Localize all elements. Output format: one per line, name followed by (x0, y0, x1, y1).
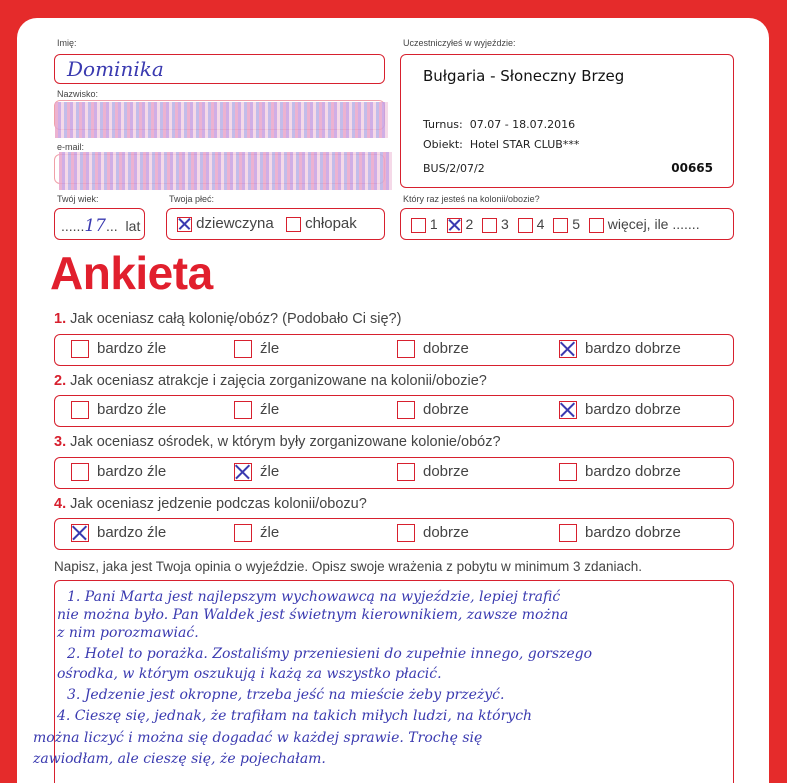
opinion-prompt: Napisz, jaka jest Twoja opinia o wyjeździe. Opisz swoje wrażenia z pobytu w minimum 3 zdaniach. (54, 559, 643, 574)
surname-label: Nazwisko: (57, 89, 99, 99)
q3-dobrze-label: dobrze (423, 463, 469, 480)
q3-zle-option[interactable] (234, 463, 279, 481)
question-1-number: 1. (54, 311, 67, 327)
q2-bardzo-dobrze-option[interactable] (559, 401, 681, 419)
q3-bardzo-zle-option[interactable] (71, 463, 166, 481)
question-2-text: Jak oceniasz atrakcje i zajęcia zorganizowane na kolonii/obozie? (70, 373, 487, 389)
times-more-checkbox[interactable] (589, 218, 604, 233)
question-3-number: 3. (54, 434, 67, 450)
q1-bardzo-zle-option[interactable] (71, 340, 166, 358)
age-unit: lat (125, 218, 141, 234)
question-1-text: Jak oceniasz całą kolonię/obóz? (Podobało Ci się?) (70, 311, 402, 327)
q1-dobrze-label: dobrze (423, 340, 469, 357)
age-dots-right: ... (105, 218, 118, 234)
q2-bardzo-zle-checkbox[interactable] (71, 401, 89, 419)
q3-dobrze-option[interactable] (397, 463, 469, 481)
q2-zle-label: źle (260, 401, 280, 418)
q3-bardzo-dobrze-checkbox[interactable] (559, 463, 577, 481)
q4-zle-option[interactable] (234, 524, 279, 542)
q1-bardzo-zle-label: bardzo źle (97, 340, 167, 357)
opinion-line-1: 1. Pani Marta jest najlepszym wychowawcą na wyjeździe, lepiej trafić (67, 589, 561, 605)
q1-bardzo-zle-checkbox[interactable] (71, 340, 89, 358)
opinion-line-4: 2. Hotel to porażka. Zostaliśmy przeniesieni do zupełnie innego, gorszego (67, 646, 593, 662)
question-4-answers (54, 518, 734, 550)
times-2-checkbox[interactable] (447, 218, 462, 233)
q4-dobrze-checkbox[interactable] (397, 524, 415, 542)
trip-turnus: Turnus: 07.07 - 18.07.2016 (423, 118, 576, 131)
question-4-text: Jak oceniasz jedzenie podczas kolonii/obozu? (70, 496, 367, 512)
opinion-line-6: 3. Jedzenie jest okropne, trzeba jeść na mieście żeby przeżyć. (67, 687, 505, 703)
q4-bardzo-dobrze-checkbox[interactable] (559, 524, 577, 542)
q2-dobrze-checkbox[interactable] (397, 401, 415, 419)
opinion-line-8: można liczyć i można się dogadać w każdej sprawie. Trochę się (33, 730, 483, 746)
survey-sheet (17, 18, 769, 783)
times-more-label: więcej, ile ....... (607, 216, 700, 232)
question-2 (54, 373, 487, 389)
opinion-line-9: zawiodłam, ale cieszę się, że pojechałam. (33, 751, 326, 767)
q2-zle-checkbox[interactable] (234, 401, 252, 419)
q2-bardzo-zle-option[interactable] (71, 401, 166, 419)
q4-bardzo-zle-option[interactable] (71, 524, 166, 542)
trip-title: Bułgaria - Słoneczny Brzeg (423, 67, 625, 85)
opinion-line-3: z nim porozmawiać. (57, 625, 199, 641)
q1-zle-option[interactable] (234, 340, 279, 358)
times-5-checkbox[interactable] (553, 218, 568, 233)
times-2-label: 2 (465, 216, 474, 232)
q1-zle-checkbox[interactable] (234, 340, 252, 358)
age-label: Twój wiek: (57, 194, 99, 204)
question-3 (54, 434, 501, 450)
q1-bardzo-dobrze-checkbox[interactable] (559, 340, 577, 358)
question-1 (54, 311, 401, 327)
q1-zle-label: źle (260, 340, 280, 357)
trip-code: BUS/2/07/2 (423, 162, 485, 175)
q3-bardzo-zle-label: bardzo źle (97, 463, 167, 480)
gender-female-label: dziewczyna (196, 215, 274, 232)
question-2-answers (54, 395, 734, 427)
q3-zle-checkbox[interactable] (234, 463, 252, 481)
times-field (400, 208, 734, 240)
times-3-checkbox[interactable] (482, 218, 497, 233)
times-1-label: 1 (429, 216, 438, 232)
times-3-label: 3 (501, 216, 509, 232)
survey-heading: Ankieta (50, 247, 213, 299)
age-dots-left: ...... (61, 218, 85, 234)
email-redaction (59, 152, 392, 190)
surname-redaction (55, 102, 388, 138)
q3-zle-label: źle (260, 463, 280, 480)
q4-bardzo-dobrze-label: bardzo dobrze (585, 524, 681, 541)
q2-dobrze-option[interactable] (397, 401, 469, 419)
question-2-number: 2. (54, 373, 67, 389)
opinion-line-5: ośrodka, w którym oszukują i każą za wszystko płacić. (57, 666, 442, 682)
q4-zle-checkbox[interactable] (234, 524, 252, 542)
opinion-line-2: nie można było. Pan Waldek jest świetnym kierownikiem, zawsze można (57, 607, 569, 623)
trip-obiekt: Obiekt: Hotel STAR CLUB*** (423, 138, 580, 151)
q4-bardzo-zle-checkbox[interactable] (71, 524, 89, 542)
q3-dobrze-checkbox[interactable] (397, 463, 415, 481)
q1-dobrze-checkbox[interactable] (397, 340, 415, 358)
q2-bardzo-dobrze-checkbox[interactable] (559, 401, 577, 419)
times-4-label: 4 (536, 216, 545, 232)
q4-bardzo-dobrze-option[interactable] (559, 524, 681, 542)
q2-dobrze-label: dobrze (423, 401, 469, 418)
trip-box (400, 54, 734, 188)
question-4 (54, 496, 367, 512)
name-value: Dominika (67, 57, 164, 81)
q4-dobrze-option[interactable] (397, 524, 469, 542)
opinion-line-7: 4. Cieszę się, jednak, że trafiłam na takich miłych ludzi, na których (57, 708, 533, 724)
question-4-number: 4. (54, 496, 67, 512)
q4-bardzo-zle-label: bardzo źle (97, 524, 167, 541)
q3-bardzo-dobrze-label: bardzo dobrze (585, 463, 681, 480)
name-label: Imię: (57, 38, 77, 48)
times-4-checkbox[interactable] (518, 218, 533, 233)
age-value: 17 (84, 216, 106, 236)
trip-label: Uczestniczyłeś w wyjeździe: (403, 38, 516, 48)
name-field[interactable] (54, 54, 385, 84)
question-3-answers (54, 457, 734, 489)
gender-female-checkbox[interactable] (177, 217, 192, 232)
times-5-label: 5 (572, 216, 580, 232)
q1-bardzo-dobrze-option[interactable] (559, 340, 681, 358)
opinion-textarea[interactable] (33, 580, 734, 783)
q1-bardzo-dobrze-label: bardzo dobrze (585, 340, 681, 357)
q2-bardzo-dobrze-label: bardzo dobrze (585, 401, 681, 418)
gender-label: Twoja płeć: (169, 194, 215, 204)
question-1-answers (54, 334, 734, 366)
gender-male-checkbox[interactable] (286, 217, 301, 232)
q2-bardzo-zle-label: bardzo źle (97, 401, 167, 418)
q3-bardzo-zle-checkbox[interactable] (71, 463, 89, 481)
email-label: e-mail: (57, 142, 85, 152)
times-label: Który raz jesteś na kolonii/obozie? (403, 194, 540, 204)
gender-male-label: chłopak (305, 215, 357, 232)
question-3-text: Jak oceniasz ośrodek, w którym były zorganizowane kolonie/obóz? (70, 434, 501, 450)
gender-field (166, 208, 385, 240)
trip-number: 00665 (671, 161, 713, 175)
q2-zle-option[interactable] (234, 401, 279, 419)
q4-zle-label: źle (260, 524, 280, 541)
q4-dobrze-label: dobrze (423, 524, 469, 541)
age-field[interactable] (54, 208, 145, 240)
q1-dobrze-option[interactable] (397, 340, 469, 358)
times-1-checkbox[interactable] (411, 218, 426, 233)
q3-bardzo-dobrze-option[interactable] (559, 463, 681, 481)
